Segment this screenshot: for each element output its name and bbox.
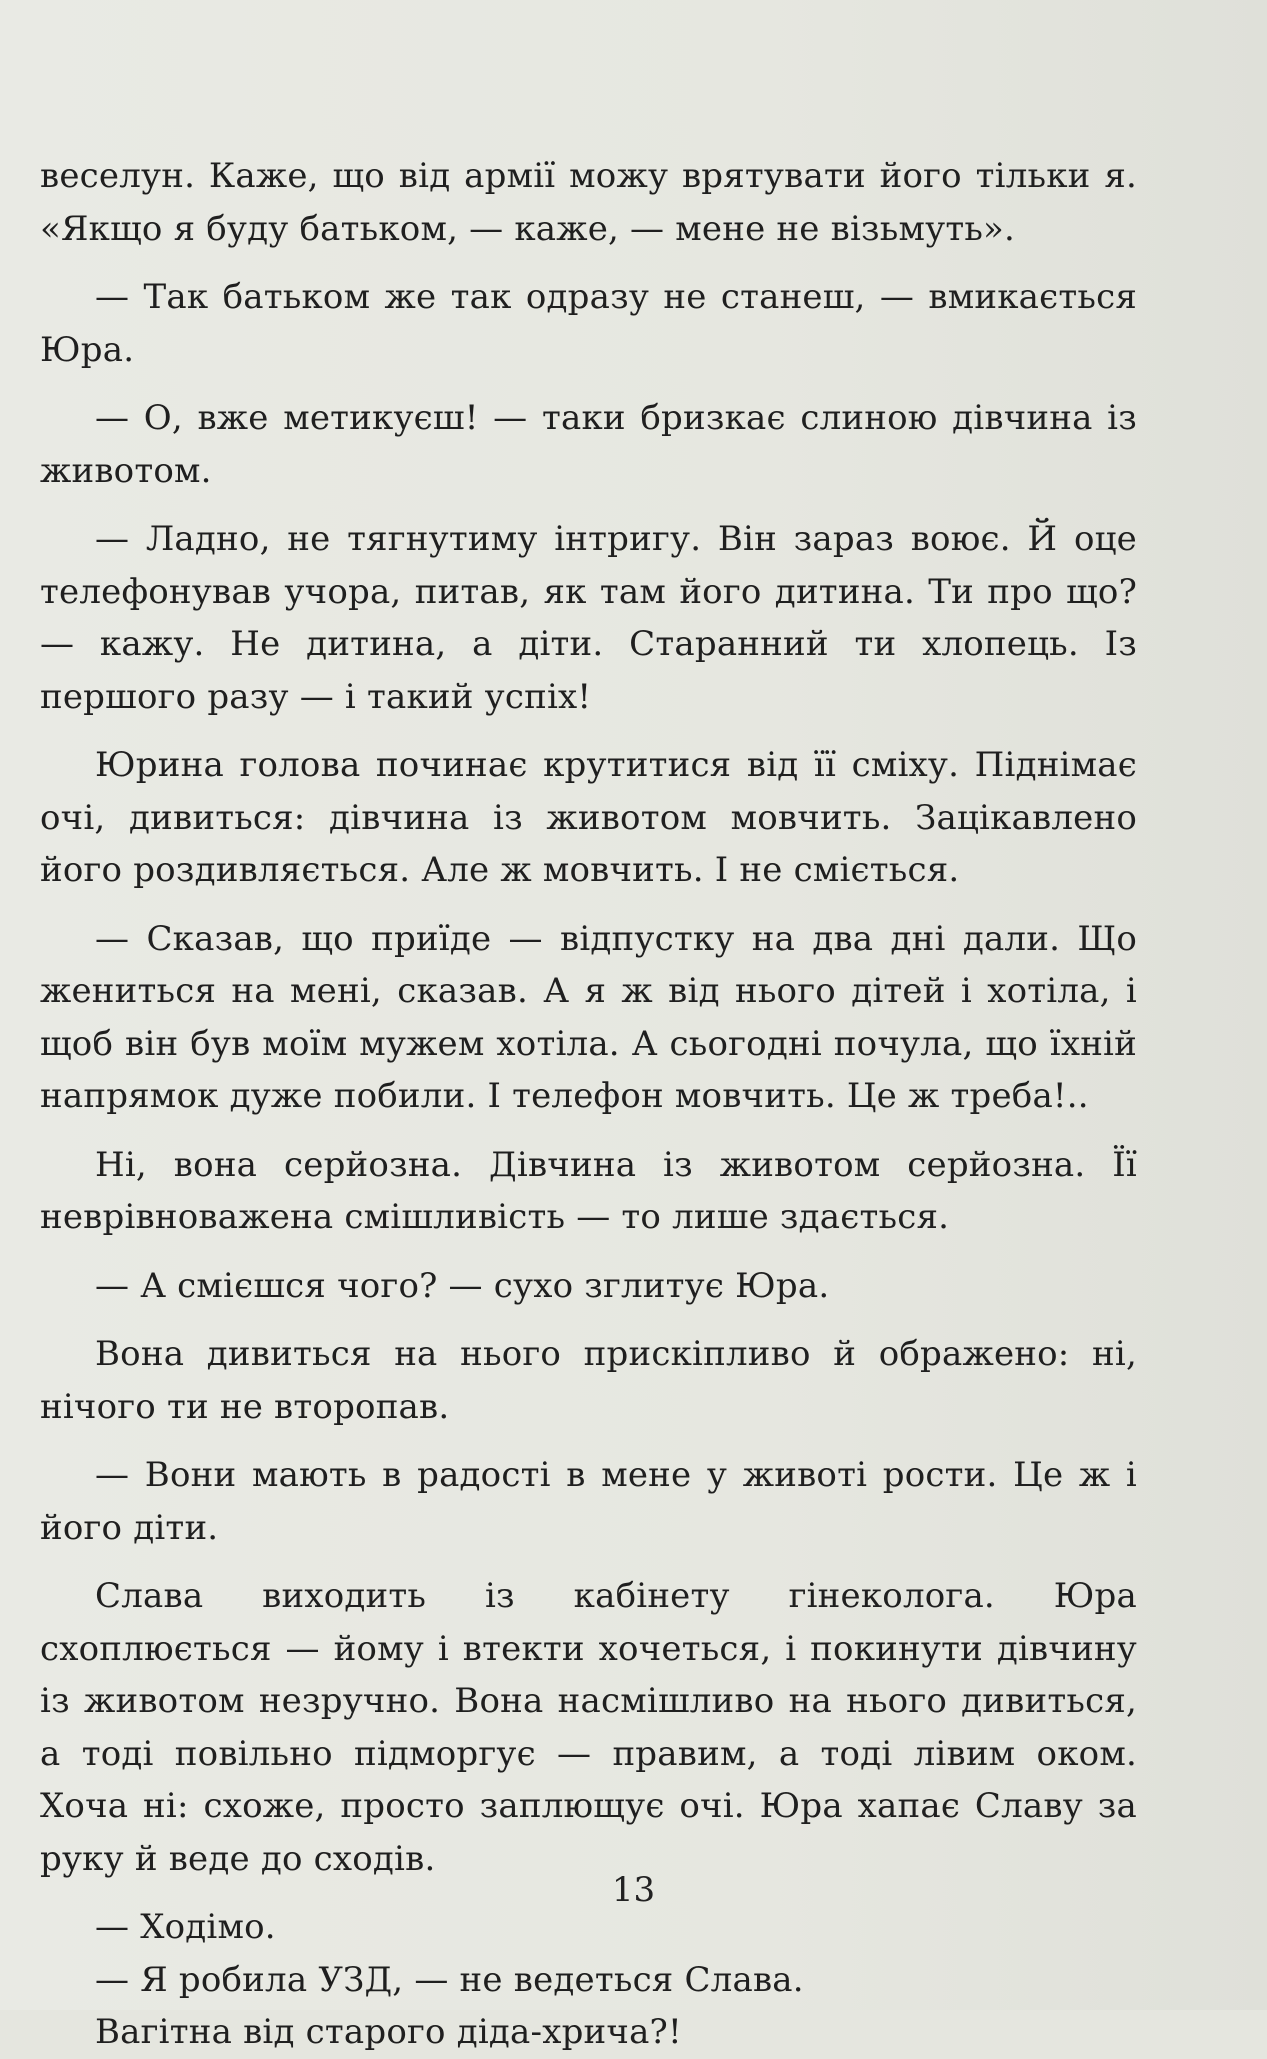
paragraph-10: — Вони мають в радості в мене у животі рости. Це ж і його діти. bbox=[40, 1455, 1137, 1548]
paragraph-4: — Ладно, не тягнутиму інтригу. Він зараз воює. Й оце телефонував учора, питав, як там його дитина. Ти про що? — кажу. Не дитина, а діти. Старанний ти хлопець. Із першого разу — і такий успіх! bbox=[40, 519, 1137, 717]
paragraph-7: Ні, вона серйозна. Дівчина із животом серйозна. Її неврівноважена смішливість — то лише здається. bbox=[40, 1144, 1137, 1237]
paragraph-12: — Ходімо. bbox=[95, 1907, 276, 1947]
paragraph-3: — О, вже метикуєш! — таки бризкає слиною дівчина із животом. bbox=[40, 398, 1137, 491]
body-text bbox=[40, 150, 1137, 2059]
paragraph-14: Вагітна від старого діда-хрича?! bbox=[95, 2012, 682, 2052]
page-number: 13 bbox=[611, 1870, 656, 1910]
paragraph-6: — Сказав, що приїде — відпустку на два дні дали. Що жениться на мені, сказав. А я ж від нього дітей і хотіла, і щоб він був моїм мужем хотіла. А сьогодні почула, що їхній напрямок дуже побили. І телефон мовчить. Це ж треба!.. bbox=[40, 918, 1137, 1116]
paragraph-11: Слава виходить із кабінету гінеколога. Юра схоплюється — йому і втекти хочеться, і покинути дівчину із животом незручно. Вона насмішливо на нього дивиться, а тоді повільно підморгує — правим, а тоді лівим оком. Хоча ні: схоже, просто заплющує очі. Юра хапає Славу за руку й веде до сходів. bbox=[40, 1576, 1137, 1879]
paragraph-8: — А смієшся чого? — сухо зглитує Юра. bbox=[95, 1265, 830, 1306]
paragraph-1: веселун. Каже, що від армії можу врятувати його тільки я. «Якщо я буду батьком, — каже, — мене не візьмуть». bbox=[40, 156, 1137, 249]
paragraph-5: Юрина голова починає крутитися від її сміху. Піднімає очі, дивиться: дівчина із животом мовчить. Зацікавлено його роздивляється. Але ж мовчить. І не сміється. bbox=[40, 745, 1137, 890]
paragraph-2: — Так батьком же так одразу не станеш, — вмикається Юра. bbox=[40, 277, 1137, 370]
paragraph-13: — Я робила УЗД, — не ведеться Слава. bbox=[95, 1959, 804, 2000]
paragraph-9: Вона дивиться на нього прискіпливо й ображено: ні, нічого ти не второпав. bbox=[40, 1334, 1137, 1427]
